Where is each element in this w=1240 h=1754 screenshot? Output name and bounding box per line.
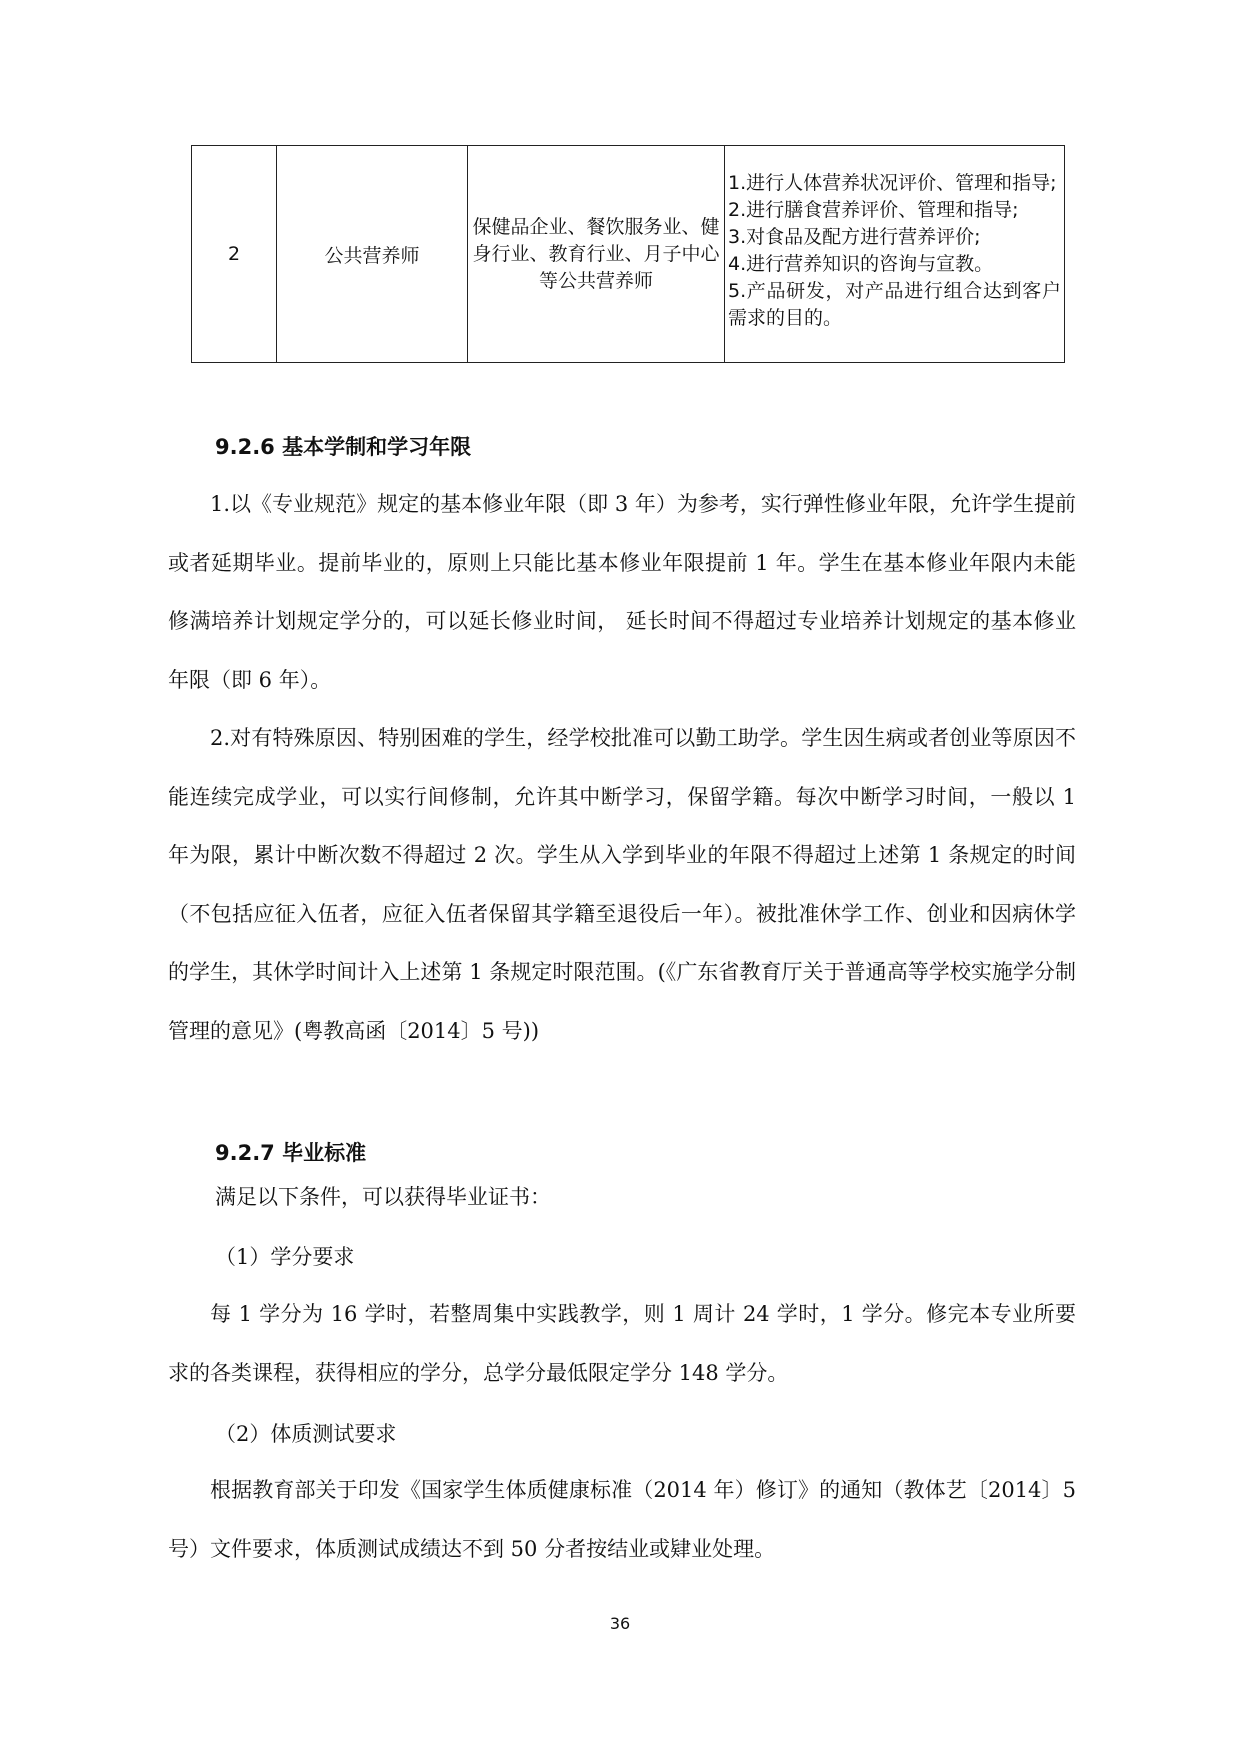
section-heading-927: 9.2.7 毕业标准 (215, 1141, 367, 1165)
row-index: 2 (192, 146, 277, 363)
duty-item: 4.进行营养知识的咨询与宣教。 (728, 253, 994, 275)
table-row (192, 146, 1065, 363)
graduation-intro: 满足以下条件，可以获得毕业证书： (215, 1185, 551, 1209)
duty-item: 3.对食品及配方进行营养评价; (728, 226, 981, 248)
requirement-2-title: （2）体质测试要求 (215, 1422, 397, 1446)
job-duties (725, 146, 1065, 363)
page-number: 36 (609, 1614, 631, 1633)
paragraph-study-duration: 1.以《专业规范》规定的基本修业年限（即 3 年）为参考，实行弹性修业年限，允许学生提前或者延期毕业。提前毕业的，原则上只能比基本修业年限提前 1 年。学生在基本修业年限内未能修满培养计划规定学分的，可以延长修业时间， 延长时间不得超过专业培养计划规定的基本修业年限（即 6 年）。 (168, 492, 1076, 692)
paragraph-suspension-rules: 2.对有特殊原因、特别困难的学生，经学校批准可以勤工助学。学生因生病或者创业等原因不能连续完成学业，可以实行间修制，允许其中断学习，保留学籍。每次中断学习时间，一般以 1 年为限，累计中断次数不得超过 2 次。学生从入学到毕业的年限不得超过上述第 1 条规定的时间（不包括应征入伍者，应征入伍者保留其学籍至退役后一年）。被批准休学工作、创业和因病休学的学生，其休学时间计入上述第 1 条规定时限范围。(《广东省教育厅关于普通高等学校实施学分制管理的意见》(粤教高函〔2014〕5 号)) (168, 726, 1076, 1043)
section-heading-926: 9.2.6 基本学制和学习年限 (215, 435, 472, 459)
requirement-1-title: （1）学分要求 (215, 1245, 355, 1269)
job-title: 公共营养师 (277, 146, 468, 363)
requirement-1-text: 每 1 学分为 16 学时，若整周集中实践教学，则 1 周计 24 学时，1 学分。修完本专业所要求的各类课程，获得相应的学分，总学分最低限定学分 148 学分。 (168, 1302, 1076, 1385)
duty-item: 1.进行人体营养状况评价、管理和指导; (728, 172, 1057, 194)
duty-item: 5.产品研发，对产品进行组合达到客户需求的目的。 (728, 280, 1061, 329)
requirement-2-text: 根据教育部关于印发《国家学生体质健康标准（2014 年）修订》的通知（教体艺〔2014〕5 号）文件要求，体质测试成绩达不到 50 分者按结业或肄业处理。 (168, 1478, 1076, 1561)
duty-item: 2.进行膳食营养评价、管理和指导; (728, 199, 1019, 221)
job-table (191, 145, 1065, 363)
job-scope: 保健品企业、餐饮服务业、健身行业、教育行业、月子中心等公共营养师 (468, 146, 725, 363)
